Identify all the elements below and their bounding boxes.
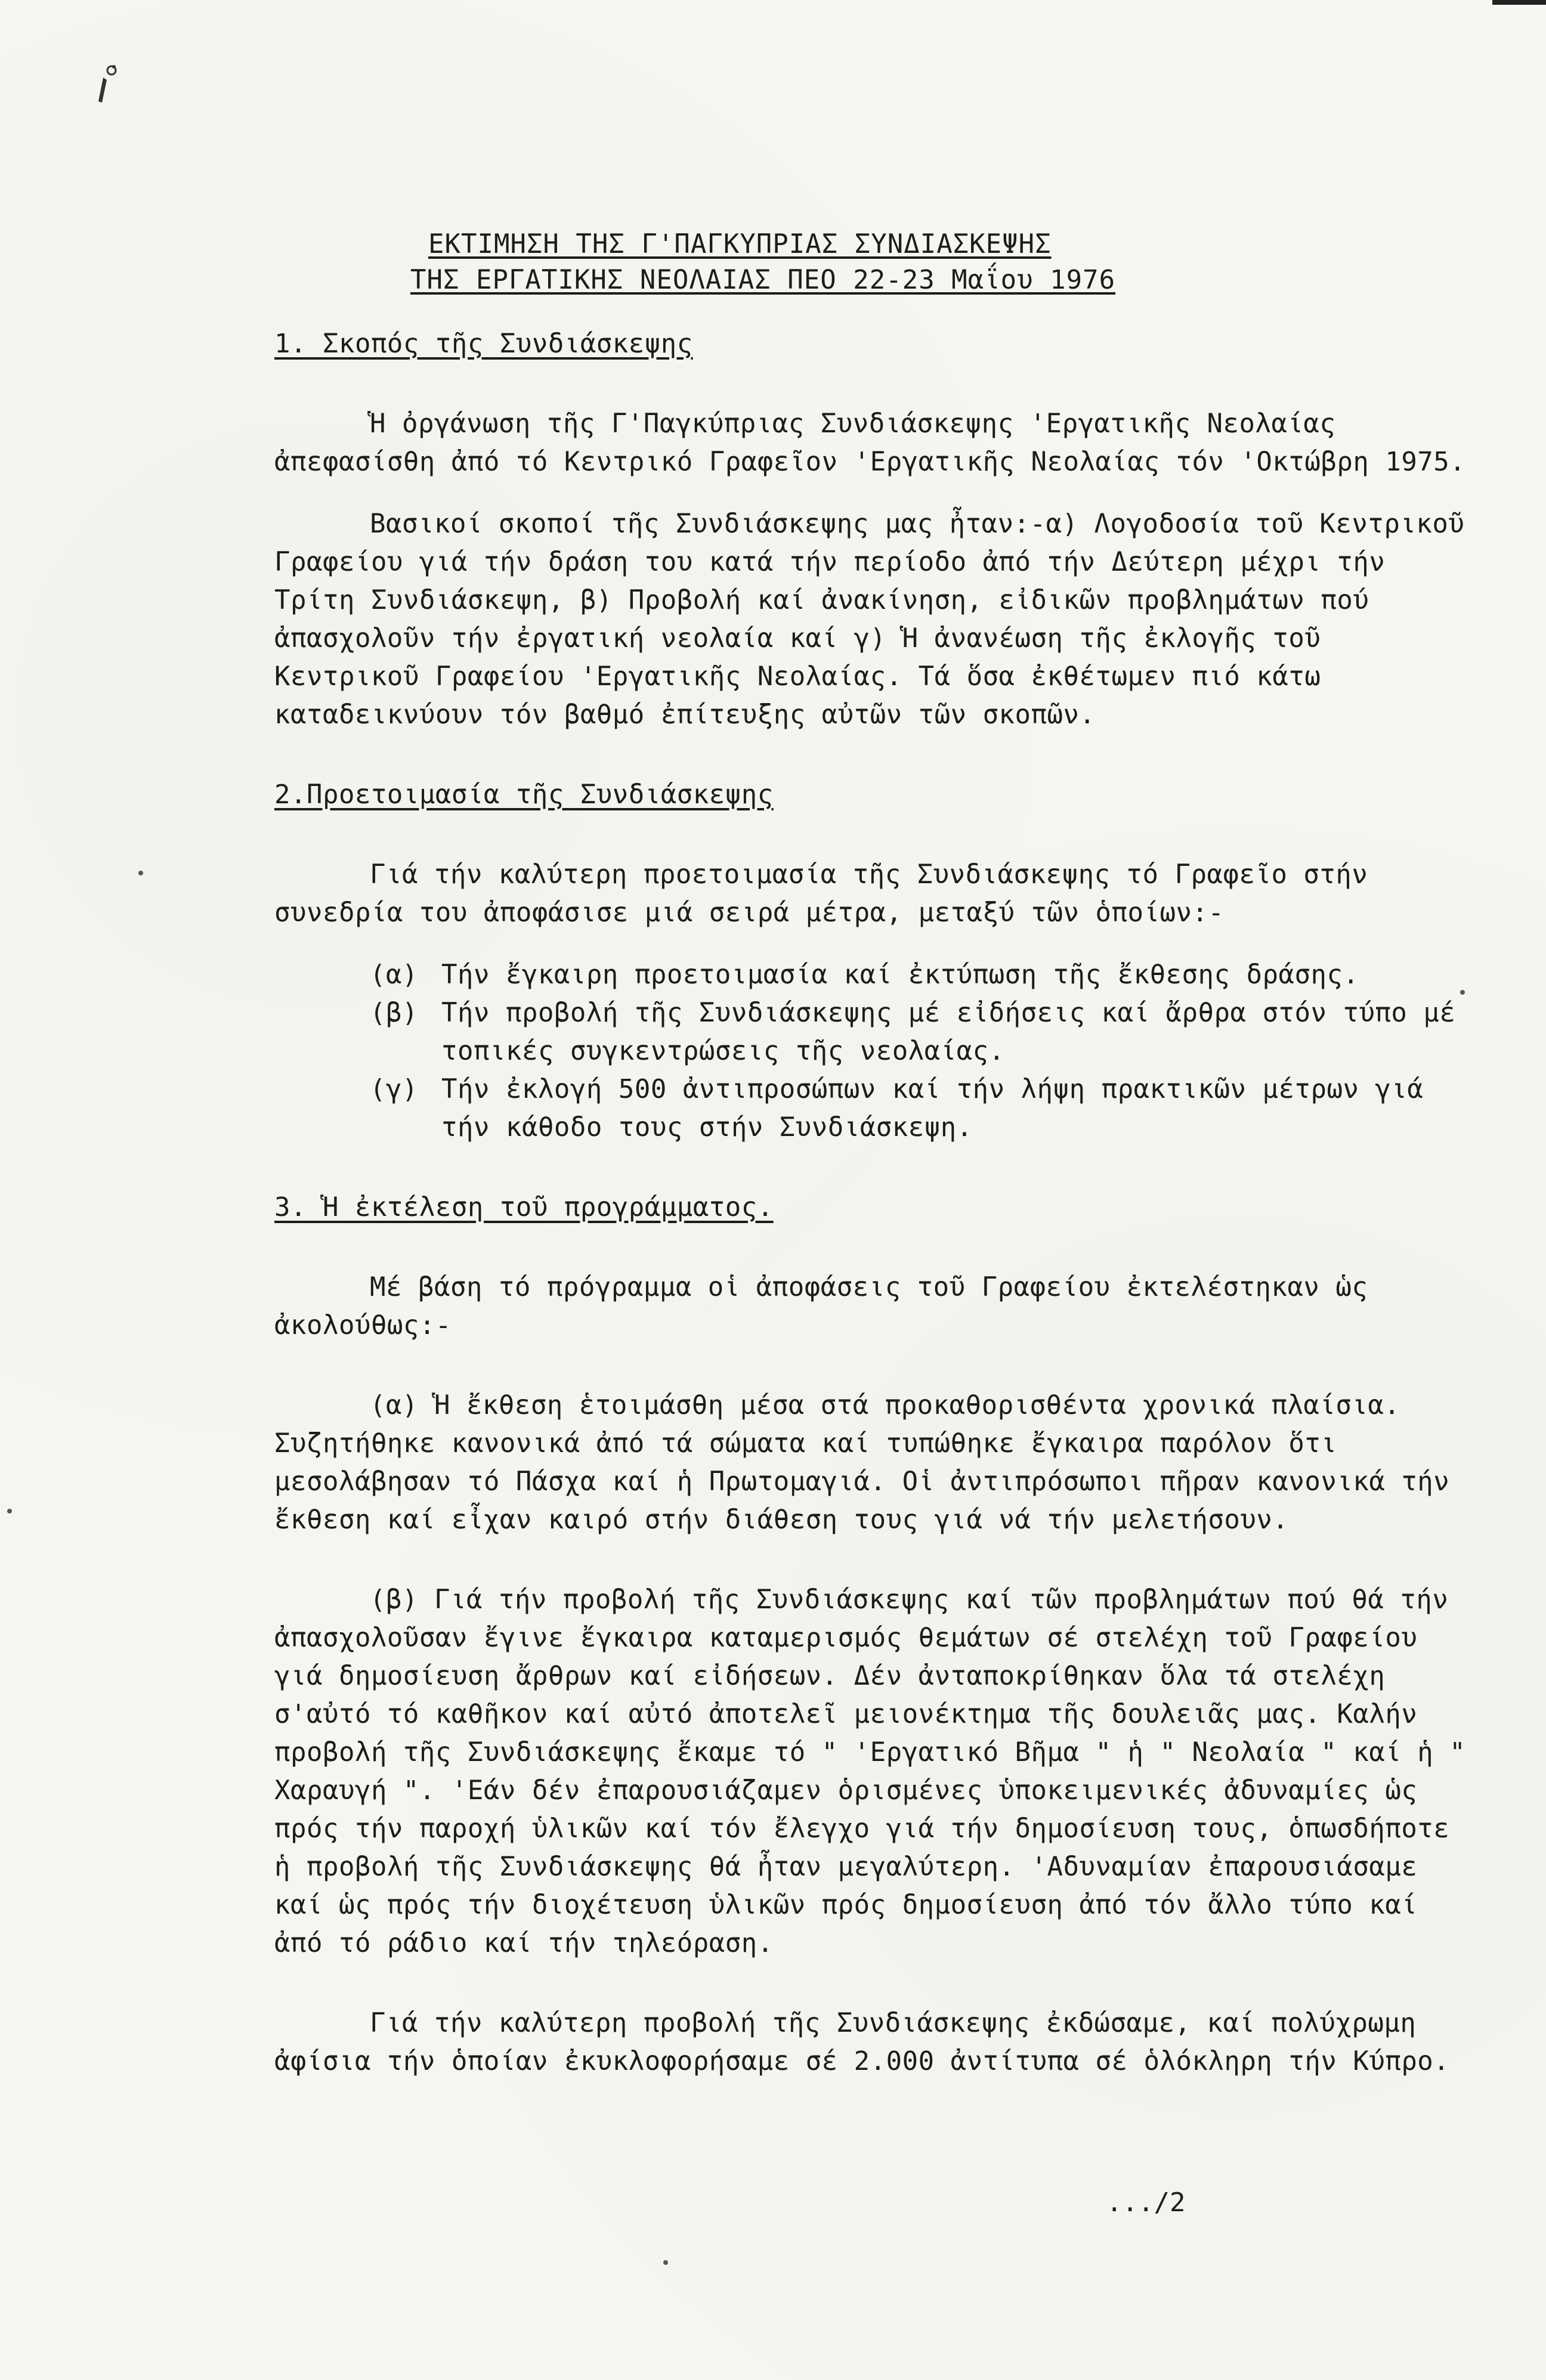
- scan-speck: [1460, 990, 1465, 995]
- section-1-paragraph-2: Βασικοί σκοποί τῆς Συνδιάσκεψης μας ἦταν:-α) Λογοδοσία τοῦ Κεντρικοῦ Γραφείου γιά τήν δράση του κατά τήν περίοδο ἀπό τήν Δεύτερη μέχρι τήν Τρίτη Συνδιάσκεψη, β) Προβολή καί ἀνακίνηση, εἰδικῶν προβλημάτων πού ἀπασχολοῦν τήν ἐργατική νεολαία καί γ) Ἡ ἀνανέωση τῆς ἐκλογῆς τοῦ Κεντρικοῦ Γραφείου 'Εργατικῆς Νεολαίας. Τά ὅσα ἐκθέτωμεν πιό κάτω καταδεικνύουν τόν βαθμό ἐπίτευξης αὐτῶν τῶν σκοπῶν.: [274, 509, 1481, 730]
- list-item: [370, 994, 1479, 1070]
- list-item: [370, 1070, 1479, 1147]
- section-1-paragraph-1: Ἡ ὀργάνωση τῆς Γ'Παγκύπριας Συνδιάσκεψης 'Εργατικῆς Νεολαίας ἀπεφασίσθη ἀπό τό Κεντρικό Γραφεῖον 'Εργατικῆς Νεολαίας τόν 'Οκτώβρη 1975.: [274, 408, 1466, 477]
- list-item-text: Τήν ἔγκαιρη προετοιμασία καί ἐκτύπωση τῆς ἔκθεσης δράσης.: [441, 960, 1359, 990]
- list-item-text: Τήν προβολή τῆς Συνδιάσκεψης μέ εἰδήσεις καί ἄρθρα στόν τύπο μέ τοπικές συγκεντρώσεις τῆς νεολαίας.: [441, 998, 1456, 1066]
- page-continuation: .../2: [1106, 2187, 1186, 2218]
- section-3-paragraph-a: (α) Ἡ ἔκθεση ἑτοιμάσθη μέσα στά προκαθορισθέντα χρονικά πλαίσια. Συζητήθηκε κανονικά ἀπό τά σώματα καί τυπώθηκε ἔγκαιρα παρόλον ὅτι μεσολάβησαν τό Πάσχα καί ἡ Πρωτομαγιά. Οἱ ἀντιπρόσωποι πῆραν κανονικά τήν ἔκθεση καί εἶχαν καιρό στήν διάθεση τους γιά νά τήν μελετήσουν.: [274, 1390, 1466, 1535]
- section-2-intro: Γιά τήν καλύτερη προετοιμασία τῆς Συνδιάσκεψης τό Γραφεῖο στήν συνεδρία του ἀποφάσισε μιά σειρά μέτρα, μεταξύ τῶν ὁποίων:-: [274, 859, 1384, 928]
- list-item-marker: (β): [370, 998, 418, 1028]
- section-3-intro: Μέ βάση τό πρόγραμμα οἱ ἀποφάσεις τοῦ Γραφείου ἐκτελέστηκαν ὡς ἀκολούθως:-: [274, 1272, 1384, 1341]
- document-body: [274, 325, 1482, 2081]
- scan-speck: [138, 871, 143, 875]
- title-line-1: ΕΚΤΙΜΗΣΗ ΤΗΣ Γ'ΠΑΓΚΥΠΡΙΑΣ ΣΥΝΔΙΑΣΚΕΨΗΣ: [428, 229, 1052, 259]
- title-line-2: ΤΗΣ ΕΡΓΑΤΙΚΗΣ ΝΕΟΛΑΙΑΣ ΠΕΟ 22-23 Μαΐου 1976: [410, 265, 1116, 295]
- section-3-paragraph-c: Γιά τήν καλύτερη προβολή τῆς Συνδιάσκεψης ἐκδώσαμε, καί πολύχρωμη ἀφίσια τήν ὁποίαν ἐκυκλοφορήσαμε σέ 2.000 ἀντίτυπα σέ ὁλόκληρη τήν Κύπρο.: [274, 2008, 1450, 2076]
- list-item: [370, 956, 1479, 994]
- list-item-marker: (γ): [370, 1074, 418, 1104]
- section-3-paragraph-b: (β) Γιά τήν προβολή τῆς Συνδιάσκεψης καί τῶν προβλημάτων πού θά τήν ἀπασχολοῦσαν ἔγινε ἔγκαιρα καταμερισμός θεμάτων σέ στελέχη τοῦ Γραφείου γιά δημοσίευση ἄρθρων καί εἰδήσεων. Δέν ἀνταποκρίθηκαν ὅλα τά στελέχη σ'αὐτό τό καθῆκον καί αὐτό ἀποτελεῖ μειονέκτημα τῆς δουλειᾶς μας. Καλήν προβολή τῆς Συνδιάσκεψης ἔκαμε τό " 'Εργατικό Βῆμα " ἡ " Νεολαία " καί ἡ " Χαραυγή ". 'Εάν δέν ἐπαρουσιάζαμεν ὁρισμένες ὑποκειμενικές ἀδυναμίες ὡς πρός τήν παροχή ὑλικῶν καί τόν ἔλεγχο γιά τήν δημοσίευση τους, ὁπωσδήποτε ἡ προβολή τῆς Συνδιάσκεψης θά ἦταν μεγαλύτερη. 'Αδυναμίαν ἐπαρουσιάσαμε καί ὡς πρός τήν διοχέτευση ὑλικῶν πρός δημοσίευση ἀπό τόν ἄλλο τύπο καί ἀπό τό ράδιο καί τήν τηλεόραση.: [274, 1584, 1482, 1958]
- section-1-heading: 1. Σκοπός τῆς Συνδιάσκεψης: [274, 329, 693, 359]
- scan-speck: [663, 2260, 668, 2265]
- section-2-heading: 2.Προετοιμασία τῆς Συνδιάσκεψης: [274, 779, 774, 810]
- list-item-marker: (α): [370, 960, 418, 990]
- document-title: [410, 227, 1245, 298]
- list-item-text: Τήν ἐκλογή 500 ἀντιπροσώπων καί τήν λήψη πρακτικῶν μέτρων γιά τήν κάθοδο τους στήν Συνδιάσκεψη.: [441, 1074, 1424, 1143]
- ink-blot-mark: [86, 60, 122, 107]
- scan-edge-mark: [1492, 0, 1546, 5]
- section-3-heading: 3. Ἡ ἐκτέλεση τοῦ προγράμματος.: [274, 1192, 774, 1223]
- scan-speck: [7, 1509, 12, 1514]
